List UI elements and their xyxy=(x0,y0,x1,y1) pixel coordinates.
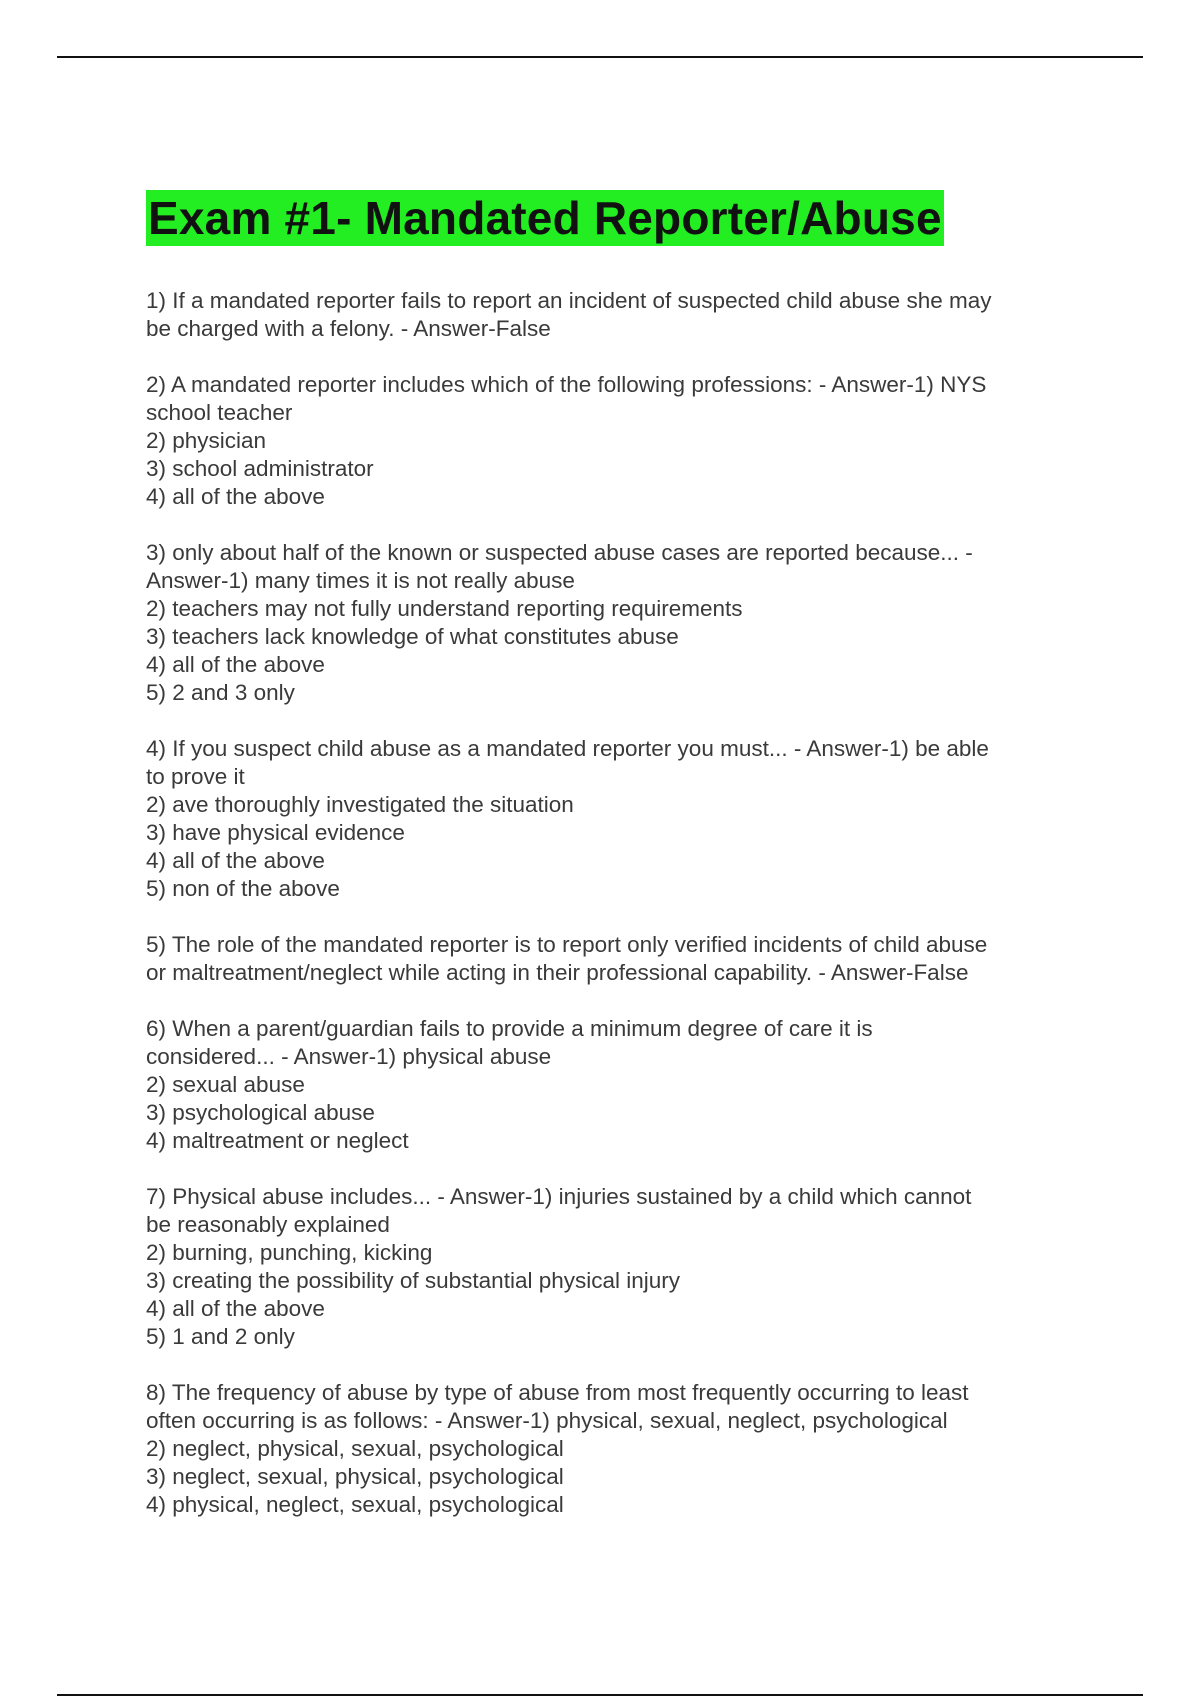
bottom-rule xyxy=(57,1694,1143,1696)
page-title: Exam #1- Mandated Reporter/Abuse xyxy=(148,192,942,244)
question-line: considered... - Answer-1) physical abuse xyxy=(146,1044,552,1069)
question-line: 5) The role of the mandated reporter is to report only verified incidents of child abuse xyxy=(146,932,988,957)
question-line: 3) neglect, sexual, physical, psychological xyxy=(146,1464,564,1489)
question-1 xyxy=(146,287,1066,343)
question-4 xyxy=(146,735,1066,903)
question-line: Answer-1) many times it is not really abuse xyxy=(146,568,575,593)
question-line: 4) physical, neglect, sexual, psychological xyxy=(146,1492,564,1517)
question-line: 3) psychological abuse xyxy=(146,1100,375,1125)
question-line: be reasonably explained xyxy=(146,1212,390,1237)
question-line: 8) The frequency of abuse by type of abuse from most frequently occurring to least xyxy=(146,1380,969,1405)
question-line: 2) ave thoroughly investigated the situation xyxy=(146,792,574,817)
question-line: often occurring is as follows: - Answer-1) physical, sexual, neglect, psychological xyxy=(146,1408,948,1433)
document-body xyxy=(146,190,1066,1547)
question-line: 2) burning, punching, kicking xyxy=(146,1240,433,1265)
question-line: 5) 1 and 2 only xyxy=(146,1324,295,1349)
question-line: 6) When a parent/guardian fails to provide a minimum degree of care it is xyxy=(146,1016,873,1041)
question-line: 4) If you suspect child abuse as a mandated reporter you must... - Answer-1) be able xyxy=(146,736,989,761)
question-3 xyxy=(146,539,1066,707)
question-line: 4) all of the above xyxy=(146,848,325,873)
question-line: be charged with a felony. - Answer-False xyxy=(146,316,551,341)
top-rule xyxy=(57,56,1143,58)
question-line: to prove it xyxy=(146,764,245,789)
question-line: school teacher xyxy=(146,400,293,425)
question-line: 4) maltreatment or neglect xyxy=(146,1128,409,1153)
question-line: 4) all of the above xyxy=(146,484,325,509)
question-line: 4) all of the above xyxy=(146,1296,325,1321)
question-line: 7) Physical abuse includes... - Answer-1) injuries sustained by a child which cannot xyxy=(146,1184,972,1209)
question-line: 2) A mandated reporter includes which of the following professions: - Answer-1) NYS xyxy=(146,372,987,397)
question-list xyxy=(146,287,1066,1519)
question-line: 3) school administrator xyxy=(146,456,374,481)
question-line: 2) sexual abuse xyxy=(146,1072,305,1097)
question-line: 3) have physical evidence xyxy=(146,820,405,845)
question-line: or maltreatment/neglect while acting in their professional capability. - Answer-False xyxy=(146,960,969,985)
question-line: 3) teachers lack knowledge of what constitutes abuse xyxy=(146,624,679,649)
question-line: 5) 2 and 3 only xyxy=(146,680,295,705)
question-line: 5) non of the above xyxy=(146,876,340,901)
question-2 xyxy=(146,371,1066,511)
question-7 xyxy=(146,1183,1066,1351)
question-line: 3) only about half of the known or suspected abuse cases are reported because... - xyxy=(146,540,973,565)
question-line: 2) neglect, physical, sexual, psychological xyxy=(146,1436,564,1461)
question-line: 3) creating the possibility of substantial physical injury xyxy=(146,1268,681,1293)
question-line: 2) teachers may not fully understand reporting requirements xyxy=(146,596,743,621)
question-line: 4) all of the above xyxy=(146,652,325,677)
question-line: 2) physician xyxy=(146,428,267,453)
question-6 xyxy=(146,1015,1066,1155)
question-5 xyxy=(146,931,1066,987)
question-8 xyxy=(146,1379,1066,1519)
question-line: 1) If a mandated reporter fails to report an incident of suspected child abuse she may xyxy=(146,288,992,313)
